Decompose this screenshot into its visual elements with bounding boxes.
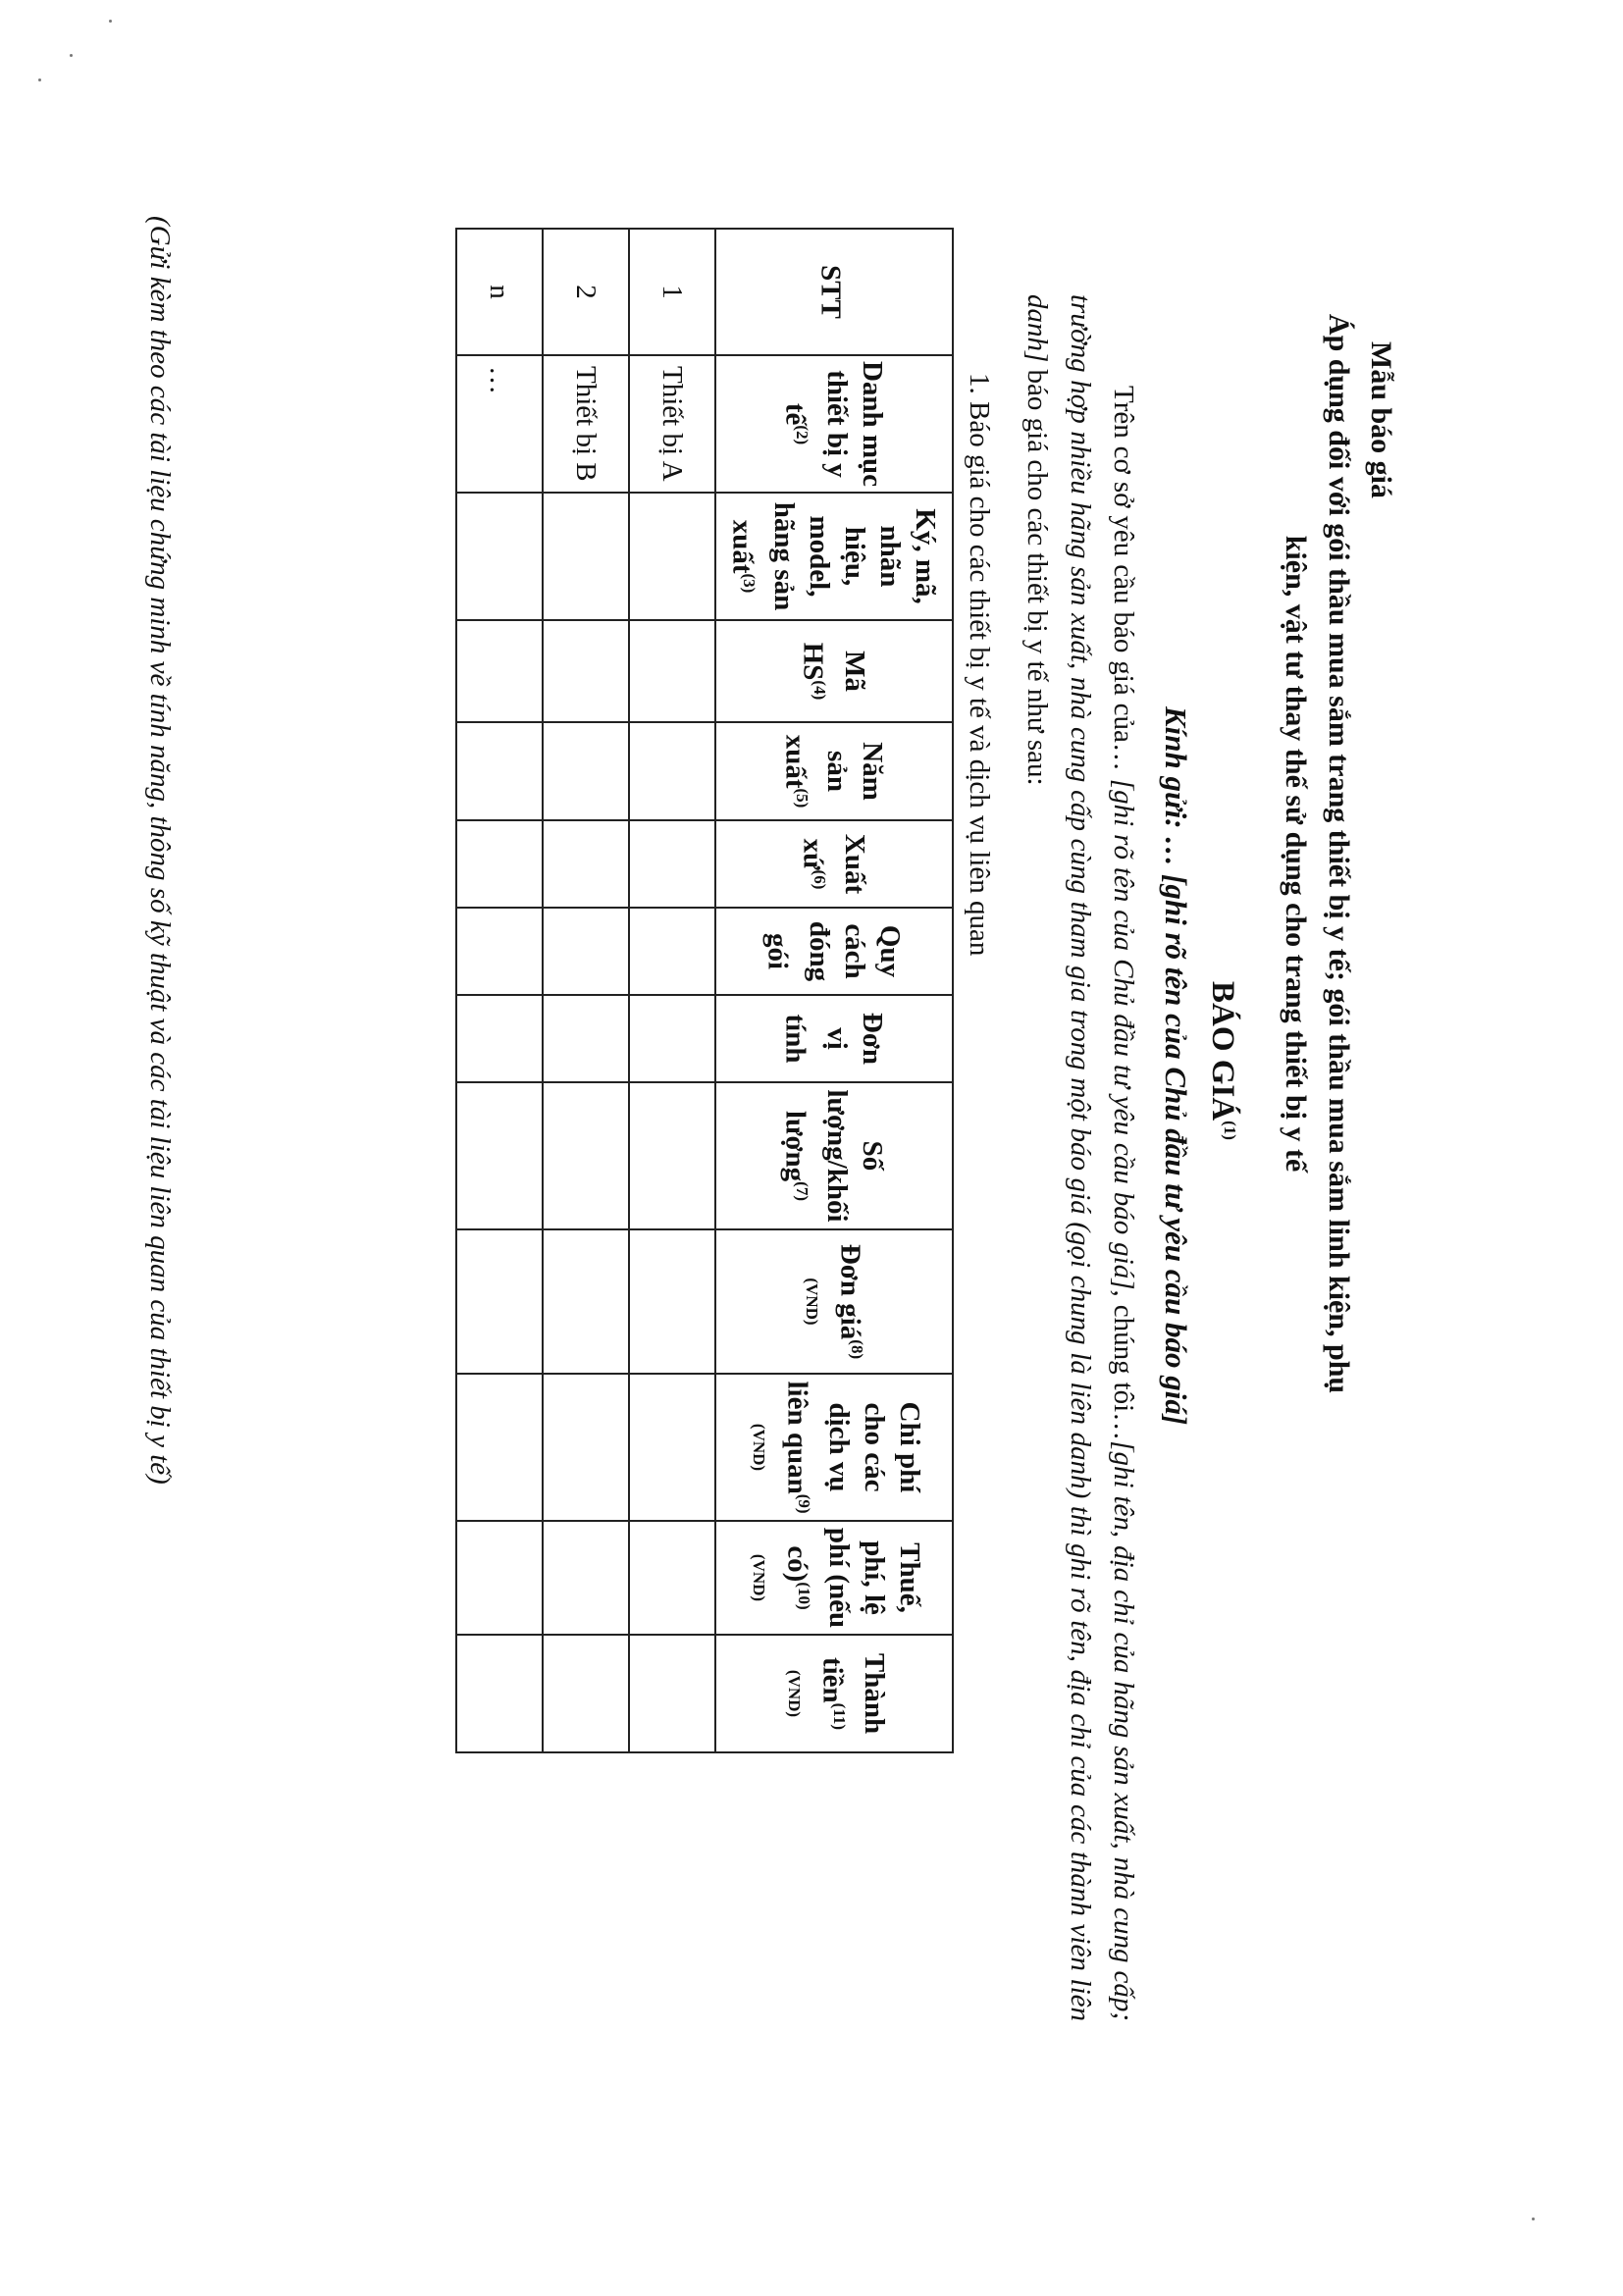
intro-part-3: , chúng tôi… bbox=[1108, 1289, 1139, 1441]
header-model-manufacturer: Ký, mã, nhãn hiệu, model, hãng sản xuất$^{(3)}$ bbox=[715, 493, 953, 620]
addressee-line: Kính gửi: … [ghi rõ tên của Chủ đầu tư yêu cầu báo giá] bbox=[1159, 706, 1193, 1426]
empty-cell bbox=[543, 1082, 629, 1229]
empty-cell bbox=[543, 995, 629, 1082]
empty-cell bbox=[543, 908, 629, 995]
table-row bbox=[543, 229, 629, 1752]
empty-cell bbox=[543, 1374, 629, 1521]
table-header-row bbox=[715, 229, 953, 1752]
title-text: BÁO GIÁ bbox=[1205, 981, 1240, 1122]
empty-cell bbox=[456, 722, 543, 820]
intro-part-2: [ghi rõ tên của Chủ đầu tư yêu cầu báo giá] bbox=[1108, 778, 1139, 1290]
intro-part-1: Trên cơ sở yêu cầu báo giá của… bbox=[1108, 386, 1139, 779]
scope-text: Áp dụng đối với gói thầu mua sắm trang thiết bị y tế; gói thầu mua sắm linh kiện, phụ kiện, vật tư thay thế sử dụng cho trang thiết bị y tế bbox=[1280, 313, 1355, 1394]
header-unit: Đơn vị tính bbox=[715, 995, 953, 1082]
row-stt: 1 bbox=[629, 229, 715, 355]
header-stt: STT bbox=[715, 229, 953, 355]
empty-cell bbox=[543, 620, 629, 722]
header-taxes-fees: Thuế, phí, lệ phí (nếu có)$^{(10)}$ (VND) bbox=[715, 1521, 953, 1635]
empty-cell bbox=[456, 1082, 543, 1229]
empty-cell bbox=[629, 1635, 715, 1752]
empty-cell bbox=[543, 1229, 629, 1374]
empty-cell bbox=[629, 722, 715, 820]
document-title bbox=[1204, 981, 1240, 1140]
row-item: … bbox=[456, 355, 543, 493]
section-1-heading: 1. Báo giá cho các thiết bị y tế và dịch vụ liên quan bbox=[964, 373, 995, 957]
form-label: Mẫu báo giá bbox=[1365, 341, 1397, 499]
row-stt: 2 bbox=[543, 229, 629, 355]
header-hs-code: Mã HS$^{(4)}$ bbox=[715, 620, 953, 722]
empty-cell bbox=[456, 1374, 543, 1521]
empty-cell bbox=[543, 722, 629, 820]
empty-cell bbox=[629, 1229, 715, 1374]
intro-part-5: báo giá cho các thiết bị y tế như sau: bbox=[1021, 362, 1053, 786]
scan-speck bbox=[109, 20, 112, 23]
empty-cell bbox=[456, 820, 543, 908]
empty-cell bbox=[629, 1374, 715, 1521]
empty-cell bbox=[629, 493, 715, 620]
scan-speck bbox=[70, 54, 73, 57]
empty-cell bbox=[456, 620, 543, 722]
empty-cell bbox=[456, 995, 543, 1082]
header-quantity: Số lượng/khối lượng$^{(7)}$ bbox=[715, 1082, 953, 1229]
table-row bbox=[456, 229, 543, 1752]
empty-cell bbox=[456, 1229, 543, 1374]
empty-cell bbox=[543, 820, 629, 908]
quotation-table bbox=[455, 228, 954, 1753]
empty-cell bbox=[629, 820, 715, 908]
intro-part-4: [ghi tên, địa chỉ của hãng sản xuất, nhà cung cấp; trường hợp nhiều hãng sản xuất, nhà cung cấp cùng tham gia trong một báo giá (gọi chung là liên danh) thì ghi rõ tên, địa chỉ của các thành viên liên danh] bbox=[1021, 294, 1139, 2021]
header-origin: Xuất xứ$^{(6)}$ bbox=[715, 820, 953, 908]
title-footnote-marker: (1) bbox=[1221, 1121, 1239, 1140]
empty-cell bbox=[456, 493, 543, 620]
empty-cell bbox=[629, 620, 715, 722]
empty-cell bbox=[456, 1635, 543, 1752]
empty-cell bbox=[629, 995, 715, 1082]
header-packaging: Quy cách đóng gói bbox=[715, 908, 953, 995]
empty-cell bbox=[543, 1635, 629, 1752]
header-total: Thành tiền$^{(11)}$ (VND) bbox=[715, 1635, 953, 1752]
intro-paragraph bbox=[1016, 294, 1145, 2021]
empty-cell bbox=[543, 1521, 629, 1635]
empty-cell bbox=[629, 1521, 715, 1635]
header-service-cost: Chi phí cho các dịch vụ liên quan$^{(9)}$ (VND) bbox=[715, 1374, 953, 1521]
header-unit-price: Đơn giá$^{(8)}$ (VND) bbox=[715, 1229, 953, 1374]
header-device-list: Danh mục thiết bị y tế$^{(2)}$ bbox=[715, 355, 953, 493]
empty-cell bbox=[456, 908, 543, 995]
empty-cell bbox=[629, 1082, 715, 1229]
empty-cell bbox=[456, 1521, 543, 1635]
table-row bbox=[629, 229, 715, 1752]
scan-speck bbox=[38, 78, 41, 81]
empty-cell bbox=[629, 908, 715, 995]
attachment-note: (Gửi kèm theo các tài liệu chứng minh về tính năng, thông số kỹ thuật và các tài liệu liên quan của thiết bị y tế) bbox=[144, 216, 176, 1485]
row-item: Thiết bị B bbox=[543, 355, 629, 493]
row-stt: n bbox=[456, 229, 543, 355]
scan-speck bbox=[1532, 2218, 1535, 2220]
header-year-manufactured: Năm sản xuất$^{(5)}$ bbox=[715, 722, 953, 820]
row-item: Thiết bị A bbox=[629, 355, 715, 493]
empty-cell bbox=[543, 493, 629, 620]
